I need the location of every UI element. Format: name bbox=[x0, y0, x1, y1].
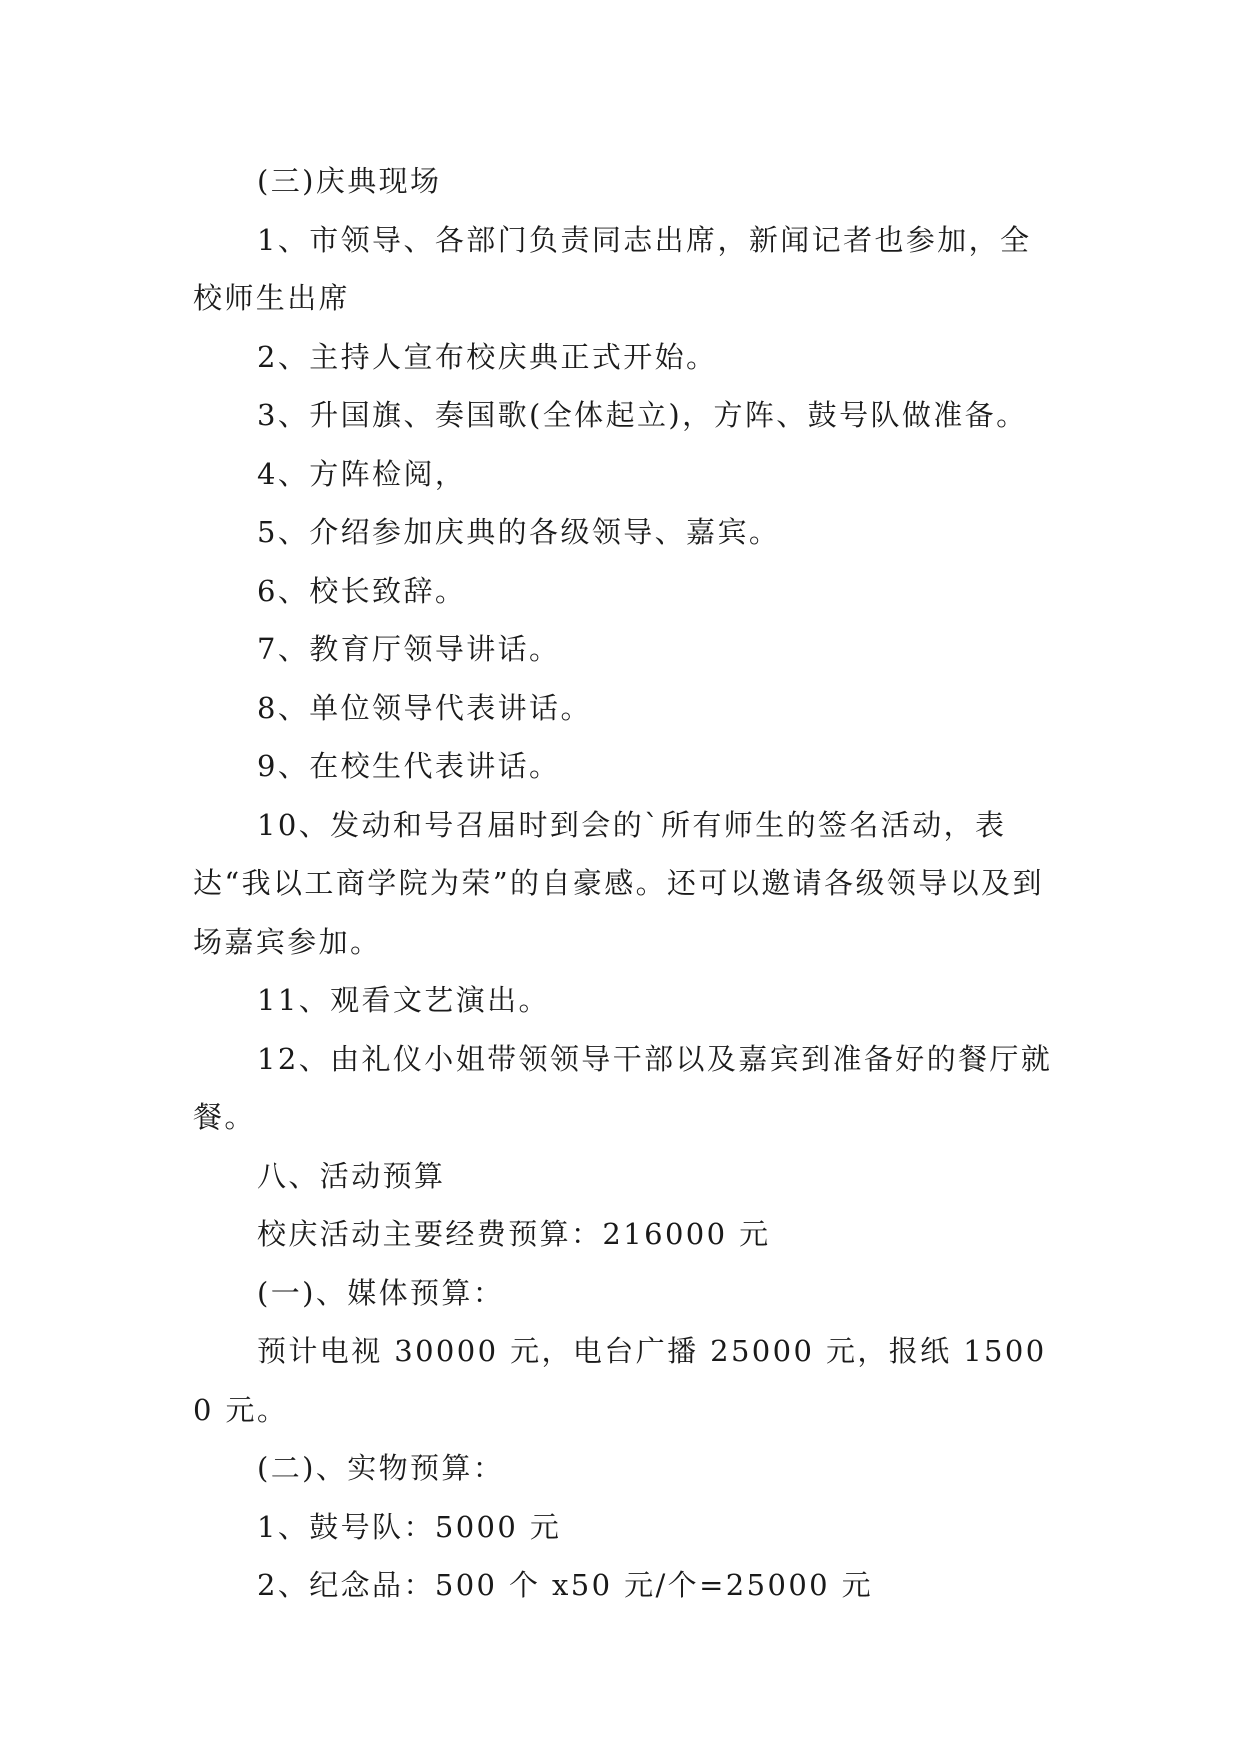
list-item: 2、纪念品：500 个 x50 元/个=25000 元 bbox=[257, 1568, 874, 1602]
list-item: 3、升国旗、奏国歌(全体起立)，方阵、鼓号队做准备。 bbox=[257, 398, 1028, 432]
list-item: 10、发动和号召届时到会的`所有师生的签名活动，表达“我以工商学院为荣”的自豪感。还可以邀请各级领导以及到场嘉宾参加。 bbox=[193, 807, 1044, 959]
list-item: 8、单位领导代表讲话。 bbox=[257, 690, 592, 725]
subsection-heading-media-budget: (一)、媒体预算： bbox=[257, 1275, 505, 1310]
media-budget-detail: 预计电视 30000 元，电台广播 25000 元，报纸 15000 元。 bbox=[193, 1334, 1047, 1427]
list-item: 2、主持人宣布校庆典正式开始。 bbox=[257, 339, 718, 374]
section-heading-budget: 八、活动预算 bbox=[257, 1158, 446, 1193]
list-item: 5、介绍参加庆典的各级领导、嘉宾。 bbox=[257, 515, 781, 549]
list-item: 6、校长致辞。 bbox=[257, 573, 467, 608]
list-item: 12、由礼仪小姐带领领导干部以及嘉宾到准备好的餐厅就餐。 bbox=[193, 1041, 1053, 1134]
section-heading-ceremony-site: (三)庆典现场 bbox=[257, 164, 442, 198]
list-item: 1、鼓号队：5000 元 bbox=[257, 1509, 562, 1544]
budget-total: 校庆活动主要经费预算：216000 元 bbox=[257, 1217, 771, 1251]
list-item: 11、观看文艺演出。 bbox=[257, 983, 550, 1017]
document-body bbox=[193, 152, 1053, 1615]
list-item: 9、在校生代表讲话。 bbox=[257, 749, 561, 783]
list-item: 4、方阵检阅， bbox=[257, 456, 467, 491]
subsection-heading-material-budget: (二)、实物预算： bbox=[257, 1451, 505, 1485]
list-item: 7、教育厅领导讲话。 bbox=[257, 632, 561, 666]
list-item: 1、市领导、各部门负责同志出席，新闻记者也参加，全校师生出席 bbox=[193, 222, 1032, 315]
